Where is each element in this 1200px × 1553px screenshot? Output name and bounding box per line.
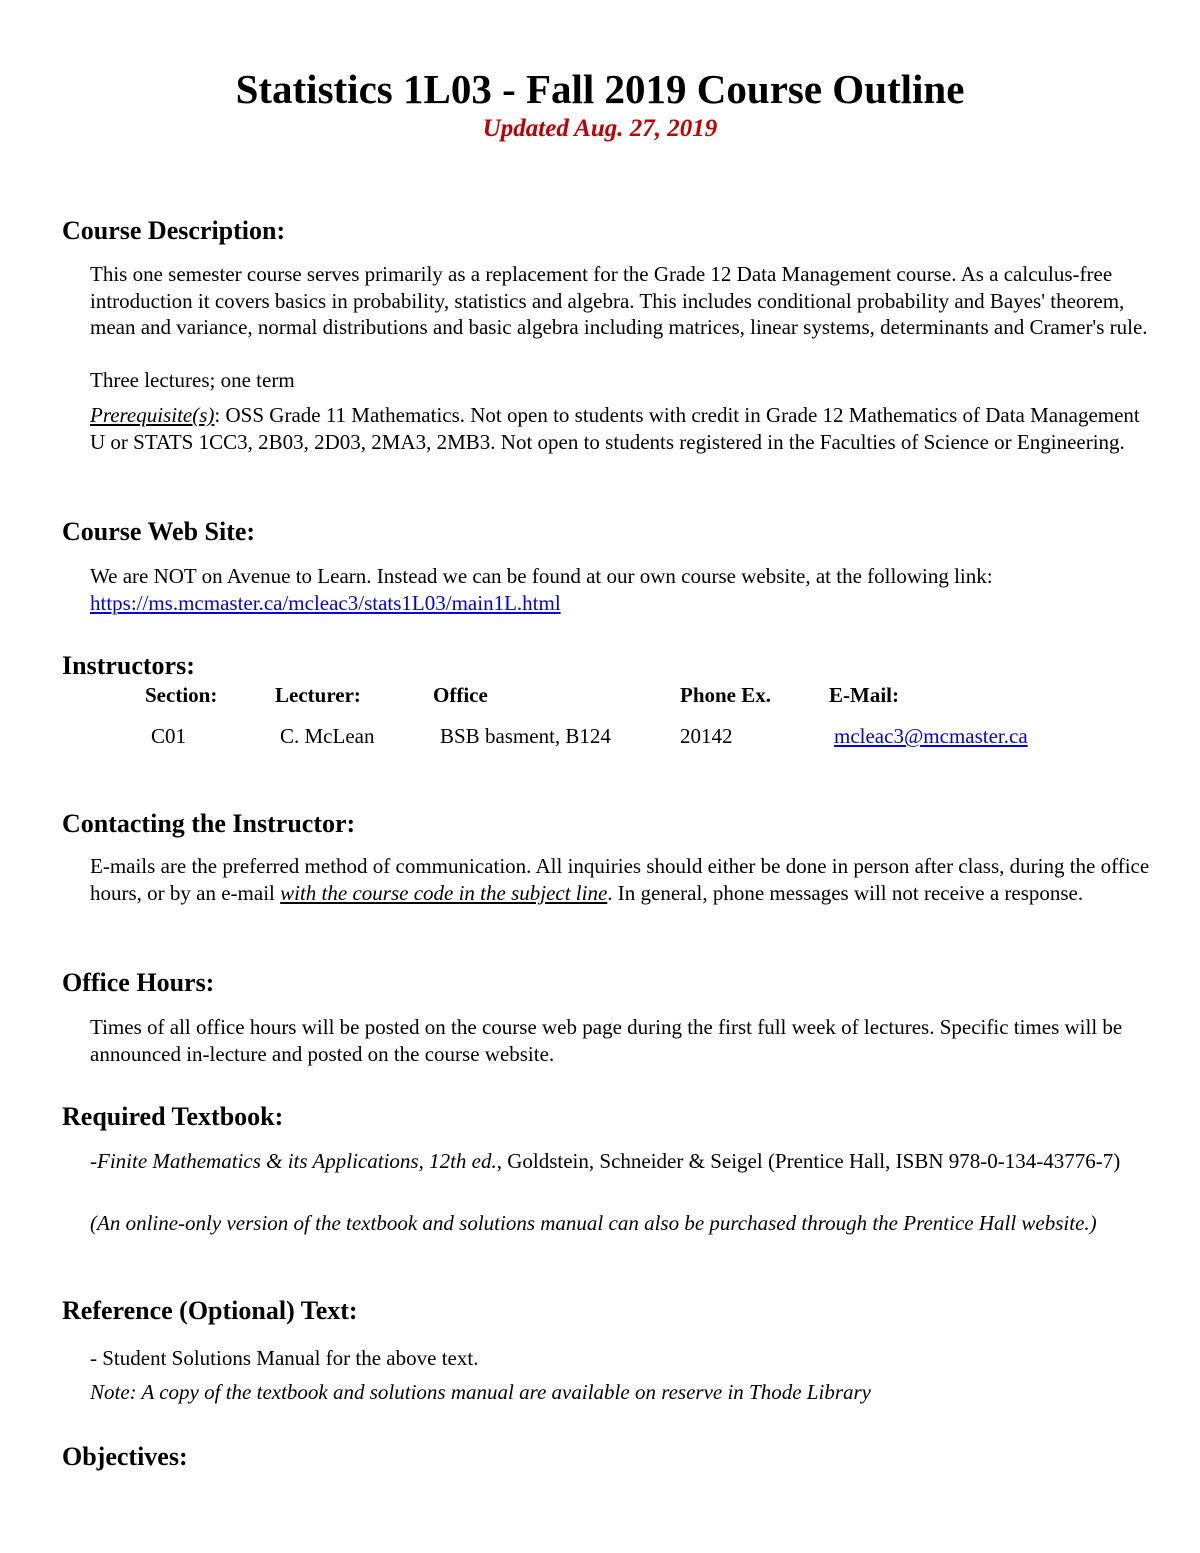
instructor-section: C01: [151, 724, 187, 748]
reference-item: - Student Solutions Manual for the above text.: [90, 1346, 479, 1370]
objectives-heading: Objectives:: [62, 1442, 188, 1471]
office-hours-body: Times of all office hours will be posted on the course web page during the first full week of lectures. Specific times will be announced in-lecture and posted on the course website.: [90, 1015, 1123, 1066]
textbook-details: , Goldstein, Schneider & Seigel (Prentice Hall, ISBN 978-0-134-43776-7): [496, 1149, 1121, 1173]
reference-note: Note: A copy of the textbook and solutions manual are available on reserve in Thode Library: [90, 1380, 871, 1404]
instructor-office: BSB basment, B124: [440, 724, 611, 748]
instructors-heading: Instructors:: [62, 651, 195, 680]
web-site-body: [90, 563, 1150, 616]
contacting-text-before: E-mails are the preferred method of communication. All inquiries should either be done in person after class, during the office hours, or by an e-mail: [90, 854, 1150, 905]
instructor-lecturer: C. McLean: [280, 724, 375, 748]
column-header-office: Office: [433, 683, 488, 707]
column-header-email: E-Mail:: [829, 683, 899, 707]
course-lectures: Three lectures; one term: [90, 368, 295, 392]
contacting-emphasis: with the course code in the subject line: [280, 880, 608, 905]
column-header-phone: Phone Ex.: [680, 683, 772, 707]
prerequisite-text: : OSS Grade 11 Mathematics. Not open to students with credit in Grade 12 Mathematics of Data Management U or STATS 1CC3, 2B03, 2D03, 2MA3, 2MB3. Not open to students registered in the Faculties of Science or Engineering.: [90, 403, 1140, 454]
updated-date: Updated Aug. 27, 2019: [482, 115, 718, 142]
web-site-heading: Course Web Site:: [62, 517, 256, 546]
web-site-text: We are NOT on Avenue to Learn. Instead we can be found at our own course website, at the following link:: [90, 564, 993, 588]
contacting-text-after: . In general, phone messages will not receive a response.: [607, 880, 1084, 905]
prerequisite-label: Prerequisite(s): [90, 403, 215, 427]
course-description-body: This one semester course serves primarily as a replacement for the Grade 12 Data Management course. As a calculus-free introduction it covers basics in probability, statistics and algebra. This includes conditional probability and Bayes' theorem, mean and variance, normal distributions and basic algebra including matrices, linear systems, determinants and Cramer's rule.: [90, 262, 1148, 339]
instructor-phone: 20142: [680, 724, 733, 748]
column-header-lecturer: Lecturer:: [275, 683, 361, 707]
page-title: Statistics 1L03 - Fall 2019 Course Outline: [235, 66, 965, 112]
reference-heading: Reference (Optional) Text:: [62, 1296, 358, 1325]
textbook-entry: [90, 1148, 1150, 1175]
office-hours-heading: Office Hours:: [62, 968, 215, 997]
course-prerequisites: [90, 402, 1150, 455]
course-website-link[interactable]: https://ms.mcmaster.ca/mcleac3/stats1L03/main1L.html: [90, 590, 561, 615]
column-header-section: Section:: [145, 683, 218, 707]
course-description-heading: Course Description:: [62, 216, 286, 245]
contacting-body: [90, 853, 1150, 906]
textbook-note: (An online-only version of the textbook and solutions manual can also be purchased through the Prentice Hall website.): [90, 1211, 1097, 1235]
textbook-title: -Finite Mathematics & its Applications, 12th ed.: [90, 1149, 497, 1173]
instructor-email-link[interactable]: mcleac3@mcmaster.ca: [834, 724, 1028, 748]
contacting-heading: Contacting the Instructor:: [62, 809, 356, 838]
textbook-heading: Required Textbook:: [62, 1102, 284, 1131]
